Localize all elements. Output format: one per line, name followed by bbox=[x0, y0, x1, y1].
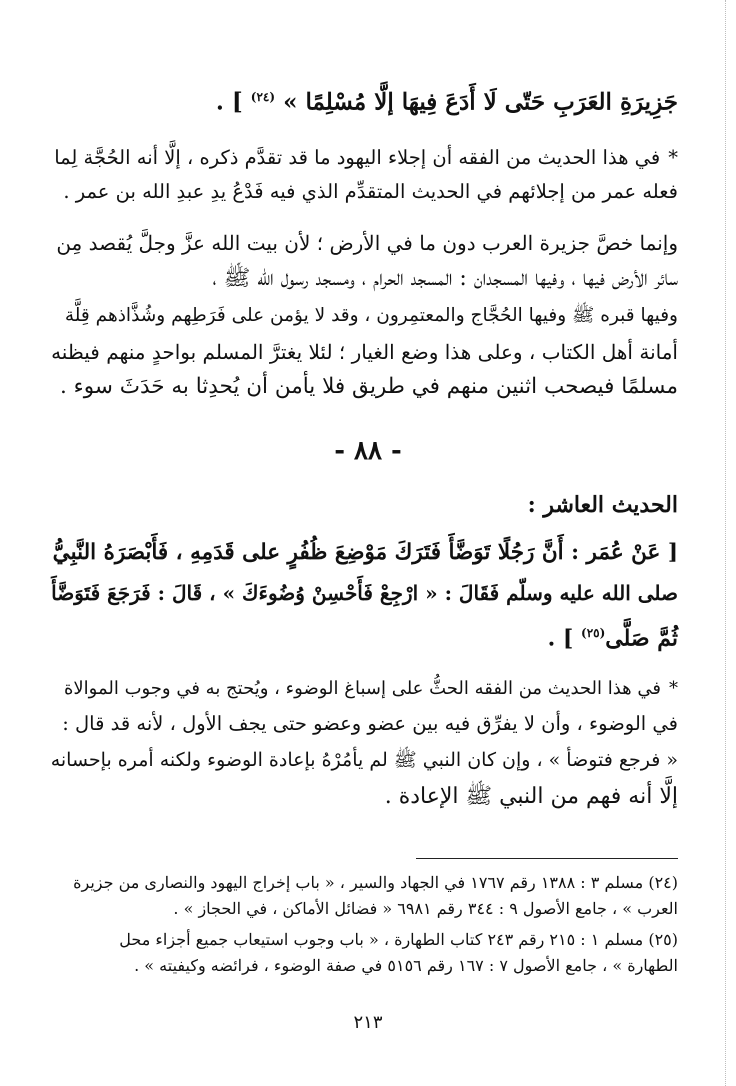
footnote-separator bbox=[416, 858, 678, 859]
footnote-ref-24: (٢٤) bbox=[250, 90, 276, 104]
commentary-text: في هذا الحديث من الفقه الحثُّ على إسباغ الوضوء ، ويُحتج به في وجوب الموالاة bbox=[63, 678, 661, 699]
commentary-line-9: في الوضوء ، وأن لا يفرِّق فيه بين عضو وعضو حتى يجف الأول ، لأنه قد قال : bbox=[62, 712, 678, 735]
footnote-25-line-1: (٢٥) مسلم ١ : ٢١٥ رقم ٢٤٣ كتاب الطهارة ، « باب وجوب استيعاب جميع أجزاء محل bbox=[119, 930, 678, 949]
footnote-24-line-2: العرب » ، جامع الأصول ٩ : ٣٤٤ رقم ٦٩٨١ « فضائل الأماكن ، في الحجاز » . bbox=[173, 899, 678, 918]
footnote-24-line-1: (٢٤) مسلم ٣ : ١٣٨٨ رقم ١٧٦٧ في الجهاد والسير ، « باب إخراج اليهود والنصارى من جزيرة bbox=[73, 873, 678, 892]
section-number: - ٨٨ - bbox=[334, 436, 402, 466]
commentary-line-5: وفيها قبره ﷺ وفيها الحُجَّاج والمعتمِرون ، وقد لا يؤمن على فَرَطِهم وشُذَّاذهم قِلَّة bbox=[64, 305, 678, 326]
footnote-25-line-2: الطهارة » ، جامع الأصول ٧ : ١٦٧ رقم ٥١٥٦ في صفة الوضوء ، فرائضه وكيفيته » . bbox=[134, 956, 678, 975]
commentary-text: في هذا الحديث من الفقه أن إجلاء اليهود ما قد تقدَّم ذكره ، إلَّا أنه الحُجَّة لِما bbox=[54, 146, 661, 169]
hadith-line-2: صلى الله عليه وسلّم فَقَالَ : « ارْجِعْ فَأَحْسِنْ وُضُوءَكَ » ، قَالَ : فَرَجَعَ فَتَوَضَّأَ bbox=[51, 581, 678, 605]
page-edge-dots bbox=[724, 0, 726, 1086]
commentary-line-4: سائر الأرض فيها ، وفيها المسجدان : المسجد الحرام ، ومسجد رسول الله ﷺ ، bbox=[212, 266, 678, 291]
commentary-line-2: فعله عمر من إجلائهم في الحديث المتقدِّم الذي فيه فَدْعُ يدِ عبدِ الله بن عمر . bbox=[63, 180, 678, 203]
closing-bracket: ] . bbox=[547, 625, 581, 652]
commentary-line-8 bbox=[50, 674, 678, 704]
hadith-text: ثُمَّ صَلَّى bbox=[605, 625, 678, 652]
footnote-ref-25: (٢٥) bbox=[581, 626, 606, 640]
hadith-line-3 bbox=[50, 618, 678, 653]
commentary-line-10: « فرجع فتوضأ » ، وإن كان النبي ﷺ لم يأمُرْهُ بإعادة الوضوء ولكنه أمره بإحسانه bbox=[50, 749, 678, 771]
commentary-line-1 bbox=[50, 143, 678, 173]
hadith-continuation-line bbox=[50, 82, 678, 118]
hadith-heading: الحديث العاشر : bbox=[527, 492, 678, 518]
commentary-line-11: إلَّا أنه فهم من النبي ﷺ الإعادة . bbox=[384, 784, 678, 809]
page-number: ٢١٣ bbox=[353, 1012, 383, 1033]
bullet-marker: * bbox=[669, 678, 678, 699]
commentary-line-6: أمانة أهل الكتاب ، وعلى هذا وضع الغيار ؛ لئلا يغترَّ المسلم بواحدٍ منهم فيظنه bbox=[51, 340, 678, 364]
commentary-line-3: وإنما خصَّ جزيرة العرب دون ما في الأرض ؛ لأن بيت الله عزَّ وجلَّ يُقصد مِن bbox=[56, 231, 678, 255]
commentary-line-7: مسلمًا فيصحب اثنين منهم في طريق فلا يأمن أن يُحدِثا به حَدَثَ سوء . bbox=[59, 374, 678, 399]
hadith-text: جَزِيرَةِ العَرَبِ حَتّى لَا أَدَعَ فِيهَا إلَّا مُسْلِمًا » bbox=[283, 88, 678, 116]
hadith-line-1: [ عَنْ عُمَر : أَنَّ رَجُلًا تَوَضَّأَ فَتَرَكَ مَوْضِعَ ظُفُرٍ على قَدَمِهِ ، فَأَبْصَرَهُ النَّبِيُّ bbox=[52, 540, 678, 565]
closing-bracket: ] . bbox=[215, 88, 243, 116]
bullet-marker: * bbox=[668, 146, 678, 169]
